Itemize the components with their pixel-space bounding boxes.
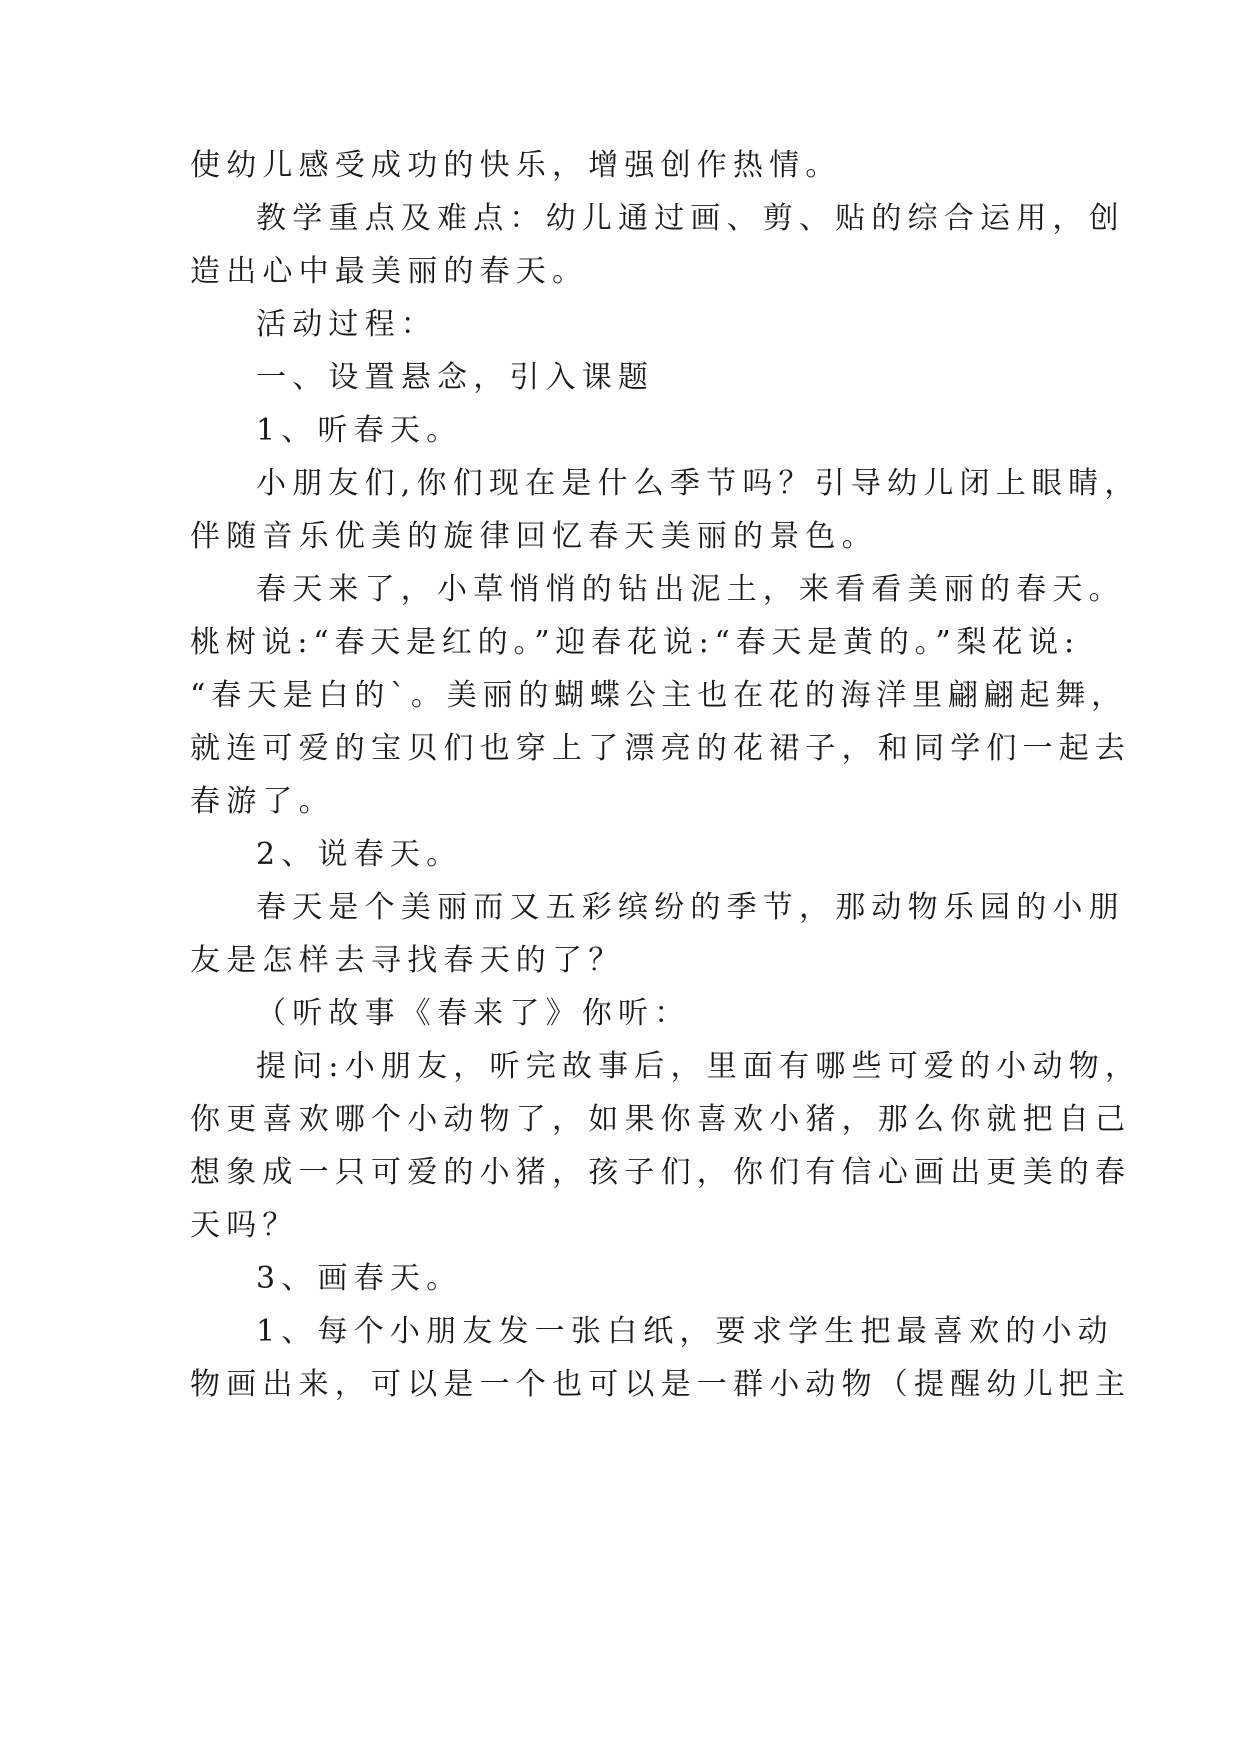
subsection-heading: 1、听春天。 bbox=[256, 413, 463, 448]
text-line: 天吗？ bbox=[190, 1208, 299, 1243]
text-line: 教学重点及难点：幼儿通过画、剪、贴的综合运用，创 bbox=[256, 201, 1125, 236]
text-line: 使幼儿感受成功的快乐，增强创作热情。 bbox=[190, 148, 842, 183]
section-heading: 一、设置悬念，引入课题 bbox=[256, 360, 655, 395]
text-line: 小朋友们,你们现在是什么季节吗？引导幼儿闭上眼睛， bbox=[256, 466, 1141, 501]
text-line: “春天是白的`。美丽的蝴蝶公主也在花的海洋里翩翩起舞， bbox=[190, 678, 1127, 713]
text-line: 提问:小朋友，听完故事后，里面有哪些可爱的小动物， bbox=[256, 1049, 1142, 1084]
text-line: 就连可爱的宝贝们也穿上了漂亮的花裙子，和同学们一起去 bbox=[190, 731, 1132, 766]
text-line: （听故事《春来了》你听： bbox=[256, 996, 691, 1031]
text-line: 想象成一只可爱的小猪，孩子们，你们有信心画出更美的春 bbox=[190, 1155, 1132, 1190]
text-line: 活动过程： bbox=[256, 307, 437, 342]
text-line: 伴随音乐优美的旋律回忆春天美丽的景色。 bbox=[190, 519, 878, 554]
subsection-heading: 2、说春天。 bbox=[256, 837, 463, 872]
text-line: 1、每个小朋友发一张白纸，要求学生把最喜欢的小动 bbox=[256, 1314, 1114, 1349]
text-line: 造出心中最美丽的春天。 bbox=[190, 254, 589, 289]
text-line: 春天来了，小草悄悄的钻出泥土，来看看美丽的春天。 bbox=[256, 572, 1125, 607]
subsection-heading: 3、画春天。 bbox=[256, 1261, 463, 1296]
text-line: 友是怎样去寻找春天的了？ bbox=[190, 943, 625, 978]
text-line: 物画出来，可以是一个也可以是一群小动物（提醒幼儿把主 bbox=[190, 1367, 1132, 1402]
text-line: 桃树说:“春天是红的。”迎春花说:“春天是黄的。”梨花说: bbox=[190, 625, 1080, 660]
text-line: 你更喜欢哪个小动物了，如果你喜欢小猪，那么你就把自己 bbox=[190, 1102, 1132, 1137]
text-line: 春游了。 bbox=[190, 784, 335, 819]
text-line: 春天是个美丽而又五彩缤纷的季节，那动物乐园的小朋 bbox=[256, 890, 1125, 925]
